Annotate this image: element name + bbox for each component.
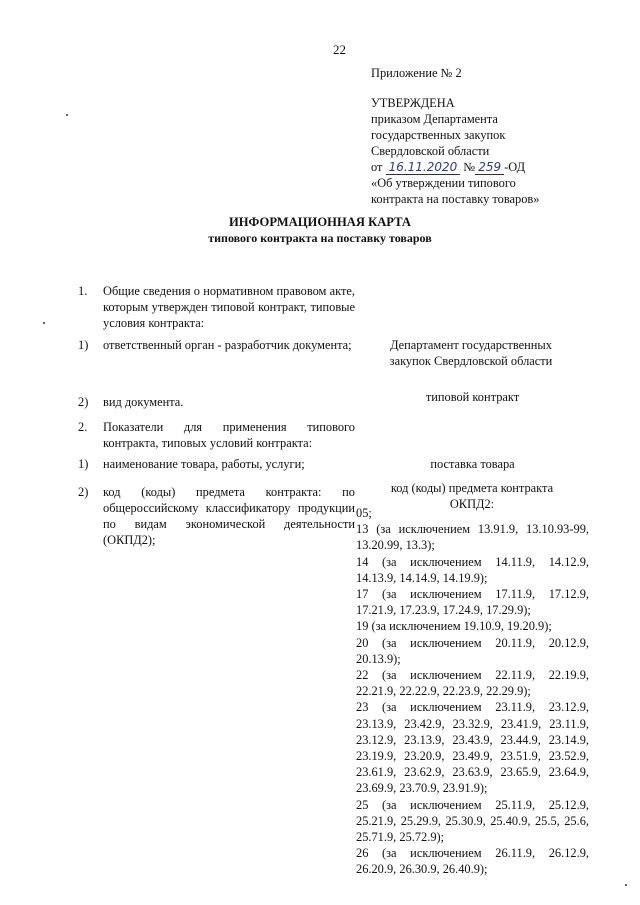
item-2-1-text: наименование товара, работы, услуги; <box>103 457 305 471</box>
section-2-text: Показатели для применения типового контракта, типовых условий контракта: <box>103 420 355 450</box>
item-1-1-number: 1) <box>78 338 89 352</box>
scan-speck <box>43 322 45 324</box>
code-entry: 19 (за исключением 19.10.9, 19.20.9); <box>356 619 552 634</box>
item-1-1-value: Департамент государственных закупок Свердловской области <box>389 338 553 368</box>
number-prefix: № <box>463 160 476 174</box>
approval-about-2: контракта на поставку товаров» <box>371 192 540 206</box>
approval-line-2: государственных закупок <box>371 128 506 142</box>
okpd2-code-list <box>356 505 589 878</box>
code-entry: 14 (за исключением 14.11.9, 14.12.9, 14.13.9, 14.14.9, 14.19.9); <box>356 554 589 585</box>
document-title: ИНФОРМАЦИОННАЯ КАРТА <box>228 215 412 229</box>
scan-speck <box>66 114 68 116</box>
code-entry: 13 (за исключением 13.91.9, 13.10.93-99, 13.20.99, 13.3); <box>356 522 589 553</box>
code-entry: 05; <box>356 506 372 520</box>
appendix-label: Приложение № 2 <box>371 66 462 80</box>
section-1-number: 1. <box>78 284 88 298</box>
scan-speck <box>625 884 627 886</box>
item-2-2-number: 2) <box>78 485 89 499</box>
approved-stamp: УТВЕРЖДЕНА <box>371 96 455 110</box>
item-2-1-value: поставка товара <box>430 457 515 471</box>
document-subtitle: типового контракта на поставку товаров <box>208 231 432 245</box>
handwritten-number: 259 <box>475 161 504 175</box>
code-entry: 26 (за исключением 26.11.9, 26.12.9, 26.20.9, 26.30.9, 26.40.9); <box>356 846 589 877</box>
approval-date-line <box>371 159 601 175</box>
item-2-2-value-heading: код (коды) предмета контракта ОКПД2: <box>390 481 554 511</box>
item-1-2-number: 2) <box>78 395 89 409</box>
item-1-2-text: вид документа. <box>103 395 184 409</box>
item-2-1-number: 1) <box>78 457 89 471</box>
handwritten-date: 16.11.2020 <box>386 161 461 175</box>
item-2-2-text: код (коды) предмета контракта: по общероссийскому классификатору продукции по видам экономической деятельности (ОКПД2); <box>103 485 355 547</box>
approval-block <box>371 65 601 207</box>
item-1-2-value: типовой контракт <box>425 390 520 404</box>
code-entry: 17 (за исключением 17.11.9, 17.12.9, 17.21.9, 17.23.9, 17.24.9, 17.29.9); <box>356 587 589 618</box>
code-entry: 20 (за исключением 20.11.9, 20.12.9, 20.13.9); <box>356 635 589 666</box>
date-prefix: от <box>371 160 383 174</box>
code-entry: 25 (за исключением 25.11.9, 25.12.9, 25.21.9, 25.29.9, 25.30.9, 25.40.9, 25.5, 25.6, 25.71.9, 25.72.9); <box>356 797 589 845</box>
approval-line-3: Свердловской области <box>371 144 490 158</box>
approval-about-1: «Об утверждении типового <box>371 176 516 190</box>
item-1-1-text: ответственный орган - разработчик документа; <box>103 338 352 352</box>
number-suffix: -ОД <box>504 160 526 174</box>
page-number: 22 <box>333 42 346 57</box>
section-2-number: 2. <box>78 420 88 434</box>
code-entry: 23 (за исключением 23.11.9, 23.12.9, 23.13.9, 23.42.9, 23.32.9, 23.41.9, 23.11.9, 23.12.9, 23.13.9, 23.43.9, 23.44.9, 23.14.9, 23.19.9, 23.20.9, 23.49.9, 23.51.9, 23.52.9, 23.61.9, 23.62.9, 23.63.9, 23.65.9, 23.64.9, 23.69.9, 23.70.9, 23.91.9); <box>356 700 589 796</box>
code-entry: 22 (за исключением 22.11.9, 22.19.9, 22.21.9, 22.22.9, 22.23.9, 22.29.9); <box>356 668 589 699</box>
section-1-text: Общие сведения о нормативном правовом акте, которым утвержден типовой контракт, типовые условия контракта: <box>103 284 355 330</box>
approval-line-1: приказом Департамента <box>371 112 498 126</box>
